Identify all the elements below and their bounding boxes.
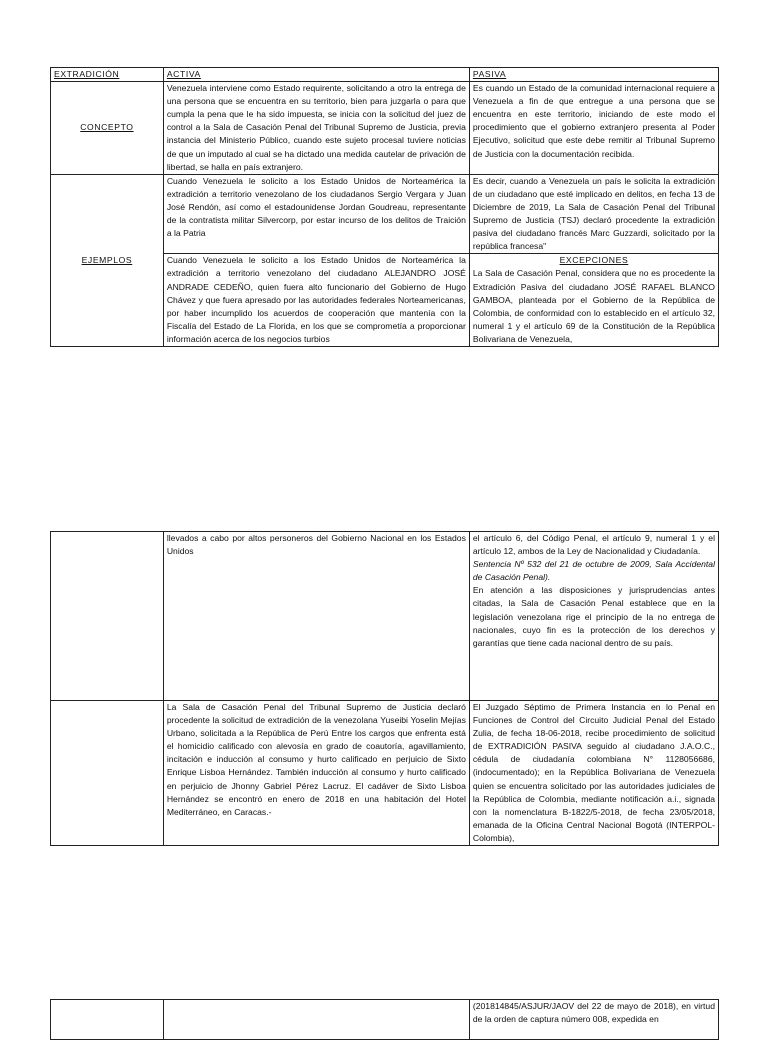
- empty-activa-cell-3: [163, 1000, 469, 1040]
- example-activa-3-cell: La Sala de Casación Penal del Tribunal Supremo de Justicia declaró procedente la solicitud de extradición de la venezolana Yuseibi Yoselin Mejías Urbano, solicitada a la República de Perú Entre los cargos que enfrenta está el homicidio calificado con alevosía en grado de coautoría, agavillamiento, incitación e inducción al consumo y hurto calificado en perjuicio de Sixto Enrique Lisboa Hernández. También inducción al consumo y hurto calificado en perjuicio de Jhonny Gabriel Pérez Lacruz. El cadáver de Sixto Lisboa Hernández se encontró en enero de 2018 en una habitación del Hotel Mediterráneo, en Caracas.-: [163, 701, 469, 846]
- continuation-row-1: [51, 532, 719, 701]
- ejemplo-activa-1-cell: Cuando Venezuela le solicito a los Estado Unidos de Norteamérica la extradición a territorio venezolano de los ciudadanos Sergio Vergara y Juan José Rendón, así como el estadounidense Jordan Goudreau, representante de la contratista militar Silvercorp, por estar incurso de los delitos de Traición a la Patria: [163, 174, 469, 254]
- concepto-row: [51, 82, 719, 175]
- ejemplos-row-1: [51, 174, 719, 254]
- header-extradicion: EXTRADICIÓN: [51, 68, 164, 82]
- table-header-row: [51, 68, 719, 82]
- continuation-row-final: [51, 1000, 719, 1040]
- empty-label-cell-2: [51, 701, 164, 846]
- ejemplos-label: EJEMPLOS: [51, 174, 164, 346]
- empty-label-cell: [51, 532, 164, 701]
- final-pasiva-cell: (201814845/ASJUR/JAOV del 22 de mayo de 2018), en virtud de la orden de captura número 008, expedida en: [469, 1000, 718, 1040]
- ejemplo-pasiva-2-cell: [469, 254, 718, 347]
- sentencia-citation: Sentencia Nº 532 del 21 de octubre de 2009, Sala Accidental de Casación Penal).: [472, 559, 715, 583]
- example-row-3: [51, 701, 719, 846]
- concepto-label: CONCEPTO: [51, 82, 164, 175]
- excepciones-title: EXCEPCIONES: [559, 255, 629, 266]
- continuation-pasiva-text-c: En atención a las disposiciones y jurisprudencias antes citadas, la Sala de Casación Penal establece que en la legislación venezolana rige el principio de la no entrega de nacionales, cuyo fin es la protección de los derechos y garantías que tiene cada nacional dentro de su país.: [472, 585, 715, 648]
- example-pasiva-3-cell: El Juzgado Séptimo de Primera Instancia en lo Penal en Funciones de Control del Circuito Judicial Penal del Estado Zulia, de fecha 18-06-2018, recibe procedimiento de solicitud de EXTRADICIÓN PASIVA seguido al ciudadano J.A.O.C., cédula de ciudadanía colombiana N° 1128056686, (indocumentado); en la República Bolivariana de Venezuela quien se encuentra solicitado por las autoridades judiciales de la República de Colombia, mediante notificación a.i., signada con la nomenclatura B-1822/5-2018, de fecha 23/05/2018, emanada de la Oficina Central Nacional Bogotá (INTERPOL-Colombia),: [469, 701, 718, 846]
- continuation-activa-cell: llevados a cabo por altos personeros del Gobierno Nacional en los Estados Unidos: [163, 532, 469, 701]
- excepciones-text: La Sala de Casación Penal, considera que no es procedente la Extradición Pasiva del ciudadano JOSÉ RAFAEL BLANCO GAMBOA, planteada por el Gobierno de la República de Colombia, de conformidad con lo establecido en el artículo 32, numeral 1 y el artículo 69 de la Constitución de la República Bolivariana de Venezuela,: [472, 268, 715, 344]
- concepto-pasiva-cell: Es cuando un Estado de la comunidad internacional requiere a Venezuela a fin de que entregue a una persona que se encuentra en este territorio, iniciando de este modo el procedimiento que el gobierno extranjero presenta al Poder Ejecutivo, solicitud que este debe remitir al Tribunal Supremo de Justicia con la documentación recibida.: [469, 82, 718, 175]
- extradition-table-part-2: [50, 531, 719, 846]
- header-pasiva: PASIVA: [469, 68, 718, 82]
- ejemplo-pasiva-1-cell: Es decir, cuando a Venezuela un país le solicita la extradición de un ciudadano que esté implicado en delitos, en fecha 13 de Diciembre de 2019, La Sala de Casación Penal del Tribunal Supremo de Justicia (TSJ) declaró procedente la extradición pasiva del ciudadano francés Marc Guzzardi, solicitado por la república francesa": [469, 174, 718, 254]
- extradition-table-part-1: [50, 67, 719, 347]
- empty-label-cell-3: [51, 1000, 164, 1040]
- continuation-pasiva-cell: [469, 532, 718, 701]
- ejemplo-activa-2-cell: Cuando Venezuela le solicito a los Estado Unidos de Norteamérica la extradición a territorio venezolano del ciudadano ALEJANDRO JOSÉ ANDRADE CEDEÑO, quien fuera alto funcionario del Gobierno de Hugo Chávez y que fuera apresado por las autoridades federales Norteamericanas, por haber incumplido los acuerdos de cooperación que mantenía con la Fiscalía del Estado de La Florida, en los que se comprometía a proporcionar información acerca de los negocios turbios: [163, 254, 469, 347]
- continuation-pasiva-text-a: el artículo 6, del Código Penal, el artículo 9, numeral 1 y el artículo 12, ambos de la Ley de Nacionalidad y Ciudadanía.: [472, 533, 715, 557]
- concepto-activa-cell: Venezuela interviene como Estado requirente, solicitando a otro la entrega de una persona que se encuentra en su territorio, bien para juzgarla o para que cumpla la pena que le ha sido impuesta, se inicia con la solicitud del juez de control a la Sala de Casación Penal del Tribunal Supremo de Justicia, previa instancia del Ministerio Público, cuando este sujeto procesal tuviere noticias de que un imputado al cual se ha dictado una medida cautelar de privación de libertad, se halla en país extranjero.: [163, 82, 469, 175]
- extradition-table-part-3: [50, 999, 719, 1040]
- header-activa: ACTIVA: [163, 68, 469, 82]
